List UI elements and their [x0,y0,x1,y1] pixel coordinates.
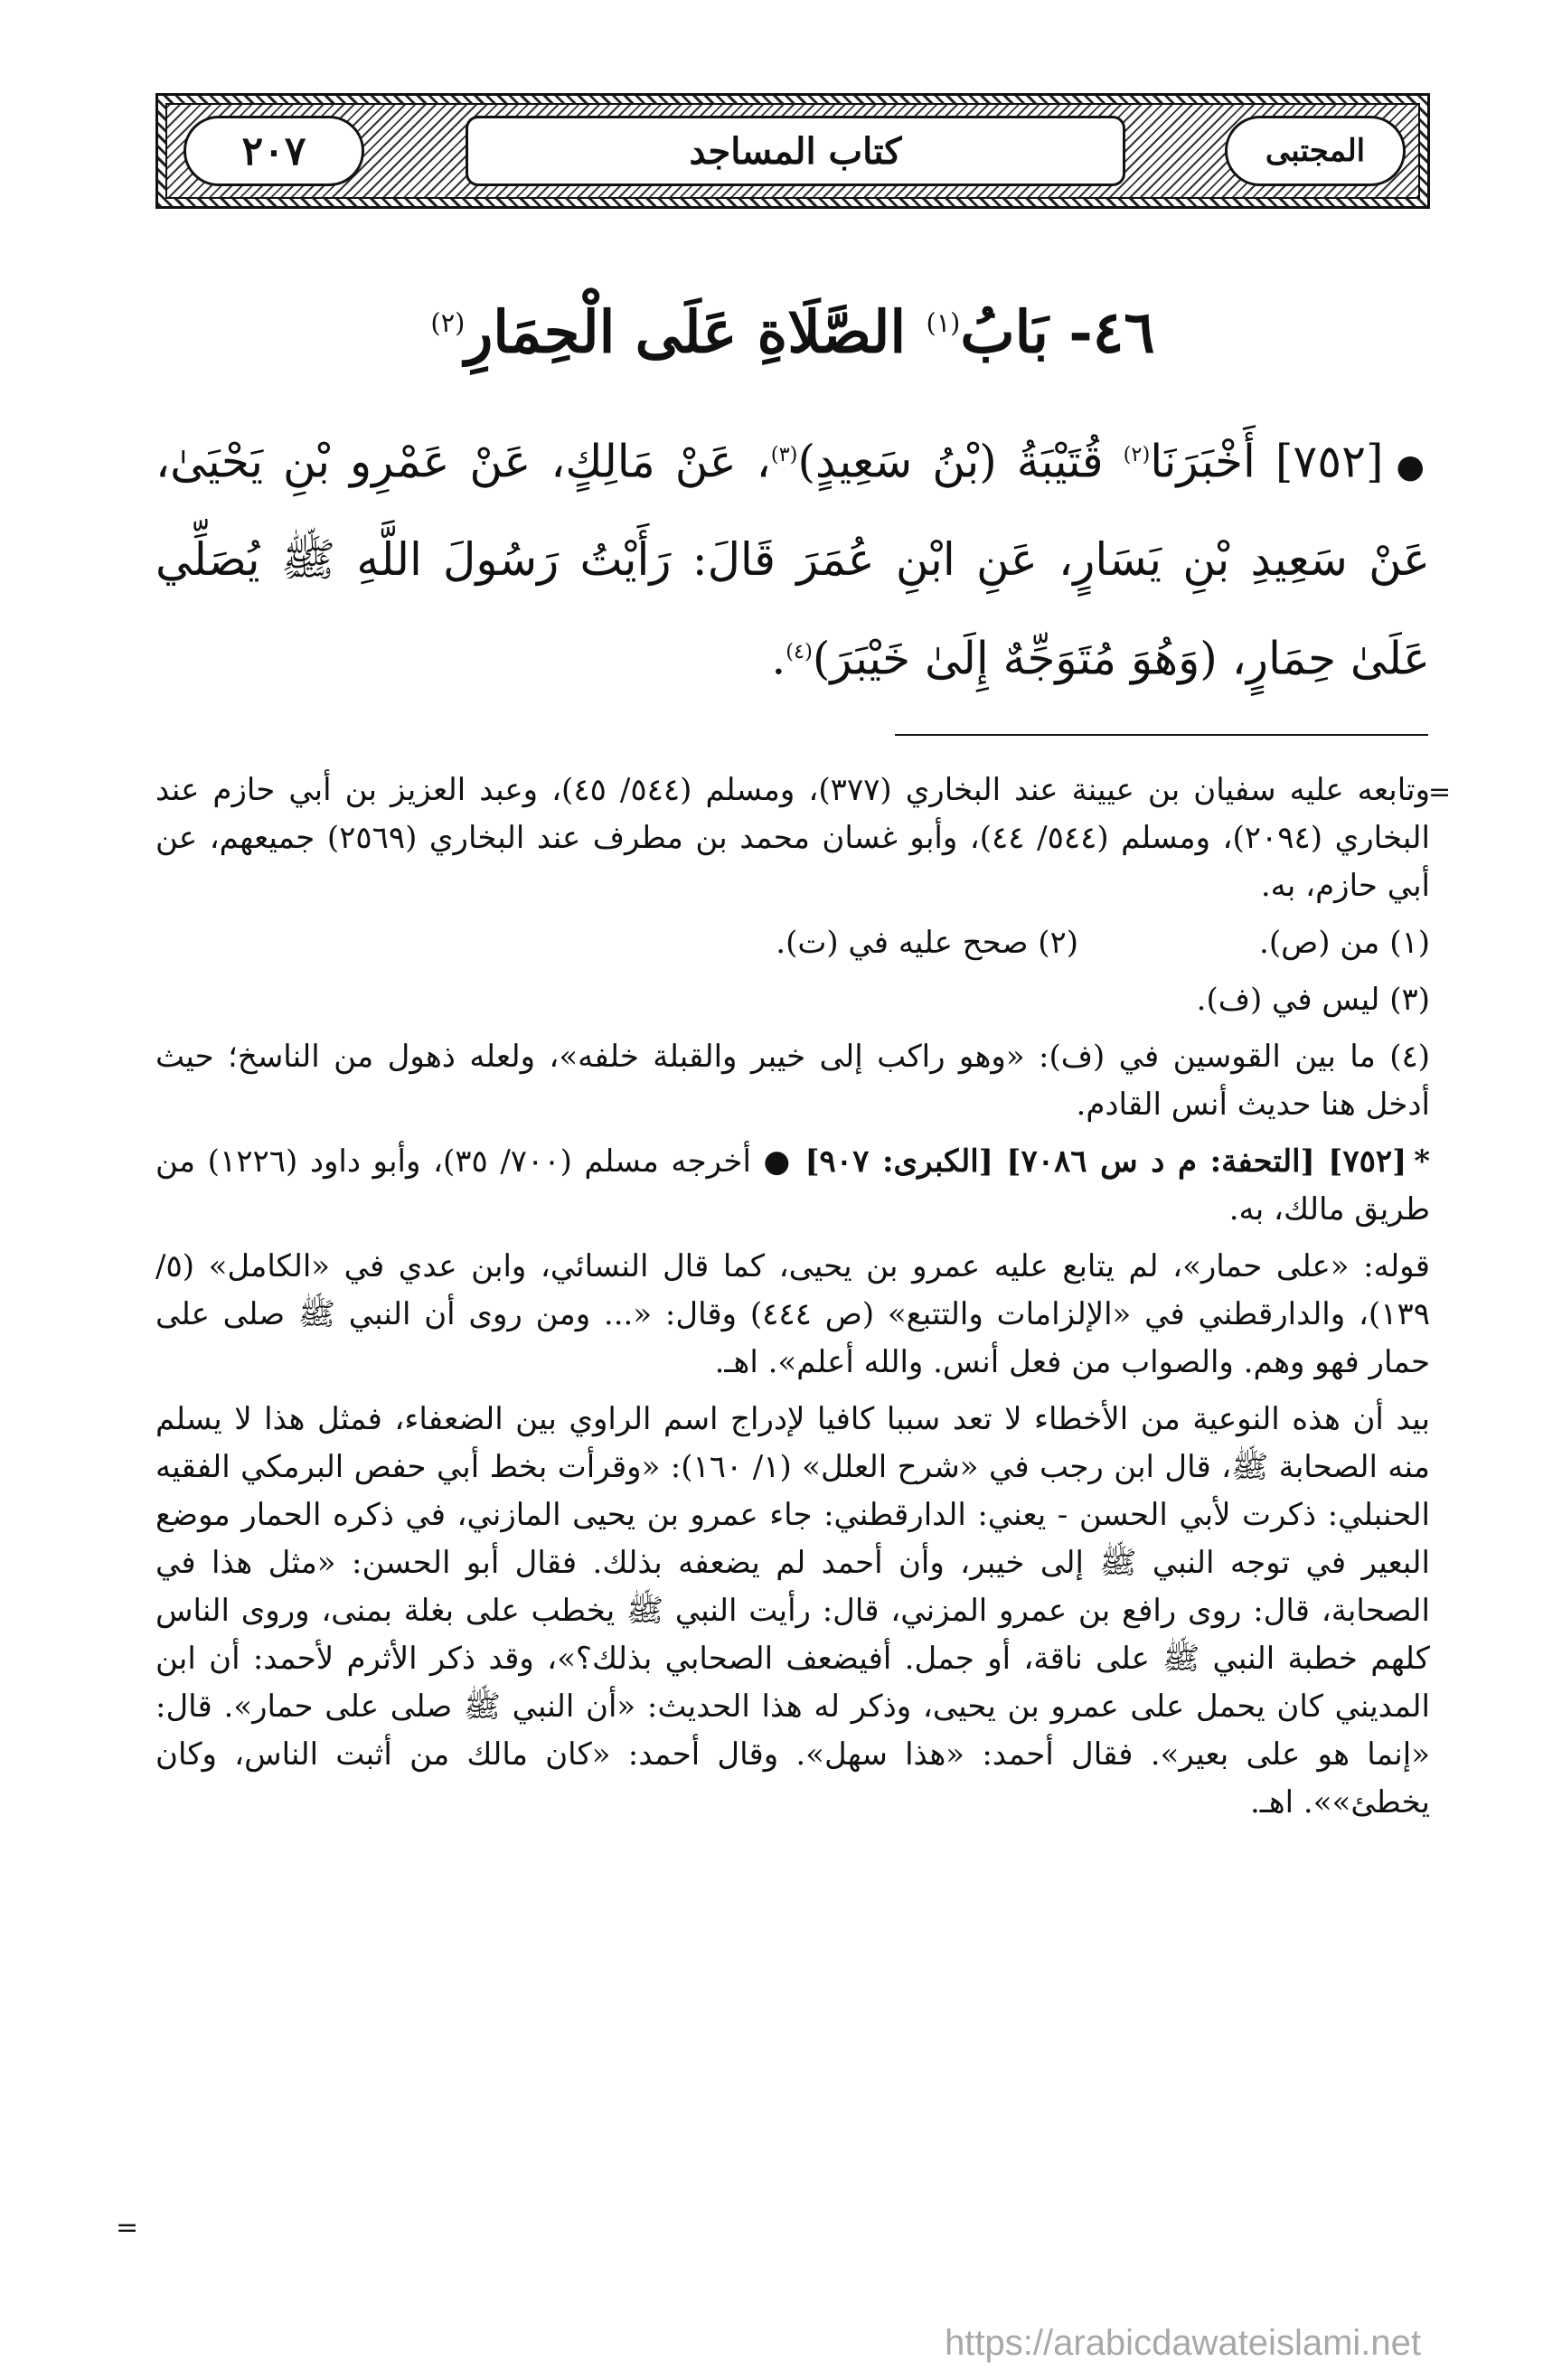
hadith-segment-1: [٧٥٢] أَخْبَرَنَا [1150,435,1384,488]
chapter-title-cartouche [466,116,1125,186]
footnote-continuation: وتابعه عليه سفيان بن عيينة عند البخاري (٣٧٧)، ومسلم (٥٤٤/ ٤٥)، وعبد العزيز بن أبي حازم عند البخاري (٢٠٩٤)، ومسلم (٥٤٤/ ٤٤)، وأبو غسان محمد بن مطرف عند البخاري (٢٥٦٩) جميعهم، عن أبي حازم، به. [155,772,1431,904]
reference-codes: [٧٥٢] [التحفة: م د س ٧٠٨٦] [الكبرى: ٩٠٧] [804,1143,1407,1180]
hadith-segment-3: ، عَنْ مَالِكٍ، عَنْ عَمْرِو بْنِ يَحْيَىٰ، عَنْ سَعِيدِ بْنِ يَسَارٍ، عَنِ ابْنِ عُمَرَ قَالَ: رَأَيْتُ رَسُولَ اللَّهِ ﷺ يُصَلِّي عَلَىٰ حِمَارٍ، (وَهُوَ مُتَوَجِّهٌ إِلَىٰ خَيْبَرَ) [155,435,1430,685]
heading-rest: الصَّلَاةِ عَلَى الْحِمَارِ [465,298,927,367]
footnote-1: (١) من (ص). [1259,925,1430,961]
hadith-footnote-ref-3: (٣) [770,443,798,466]
page-number: ٢٠٧ [241,127,306,174]
footnote-3: (٣) ليس في (ف). [1196,982,1430,1018]
heading-main: ٤٦- بَابُ [960,298,1155,367]
commentary-reference [155,1138,1430,1234]
hadith-segment-4: . [771,632,786,685]
hadith-text [155,409,1430,704]
footnote-2: (٢) صحح عليه في (ت). [776,925,1079,961]
hadith-bullet-icon: ● [1396,447,1430,485]
page-header [155,93,1430,209]
page-number-cartouche [183,116,364,186]
heading-footnote-ref-1: (١) [926,307,961,338]
commentary-paragraph-2: بيد أن هذه النوعية من الأخطاء لا تعد سببا كافيا لإدراج اسم الراوي بين الضعفاء، فمثل هذا لا يسلم منه الصحابة ﷺ، قال ابن رجب في «شرح العلل» (١/ ١٦٠): «وقرأت بخط أبي حفص البرمكي الفقيه الحنبلي: ذكرت لأبي الحسن - يعني: الدارقطني: جاء عمرو بن يحيى المازني، في ذكره الحمار موضع البعير في توجه النبي ﷺ إلى خيبر، وأن أحمد لم يضعفه بذلك. فقال أبو الحسن: «مثل هذا في الصحابة، قال: روى رافع بن عمرو المزني، قال: رأيت النبي ﷺ يخطب على بغلة بمنى، وروى الناس كلهم خطبة النبي ﷺ على ناقة، أو جمل. أفيضعف الصحابي بذلك؟»، وقد ذكر الأثرم لأحمد: أن ابن المديني كان يحمل على عمرو بن يحيى، وذكر له هذا الحديث: «أن النبي ﷺ صلى على حمار». قال: «إنما هو على بعير». فقال أحمد: «هذا سهل». وقال أحمد: «كان مالك من أثبت الناس، وكان يخطئ»». اهـ. [155,1401,1430,1820]
chapter-title: كتاب المساجد [689,129,902,173]
heading-footnote-ref-2: (٢) [430,307,466,338]
book-title: المجتبى [1265,133,1366,169]
footnote-separator [895,734,1428,736]
footnote-4: (٤) ما بين القوسين في (ف): «وهو راكب إلى خيبر والقبلة خلفه»، ولعله ذهول من الناسخ؛ حيث أدخل هنا حديث أنس القادم. [155,1039,1430,1123]
source-watermark: https://arabicdawateislami.net [945,2323,1421,2363]
continuation-mark-bottom: = [116,2212,139,2244]
hadith-footnote-ref-4: (٤) [786,639,813,663]
section-heading [155,273,1430,382]
hadith-segment-2: قُتَيْبَةُ (بْنُ سَعِيدٍ) [797,435,1124,488]
reference-takhrij: ● أخرجه مسلم (٧٠٠/ ٣٥)، وأبو داود (١٢٢٦) من طريق مالك، به. [155,1143,1430,1228]
book-title-cartouche [1225,116,1406,186]
footnotes-block [155,767,1430,1836]
star-icon: * [1414,1143,1431,1180]
continuation-mark-top: = [1428,776,1452,808]
hadith-footnote-ref-2: (٢) [1123,443,1151,466]
commentary-paragraph-1: قوله: «على حمار»، لم يتابع عليه عمرو بن يحيى، كما قال النسائي، وابن عدي في «الكامل» (٥/ ١٣٩)، والدارقطني في «الإلزامات والتتبع» (ص ٤٤٤) وقال: «... ومن روى أن النبي ﷺ صلى على حمار فهو وهم. والصواب من فعل أنس. والله أعلم». اهـ. [155,1248,1430,1380]
footnote-row-1-2 [155,919,1430,976]
